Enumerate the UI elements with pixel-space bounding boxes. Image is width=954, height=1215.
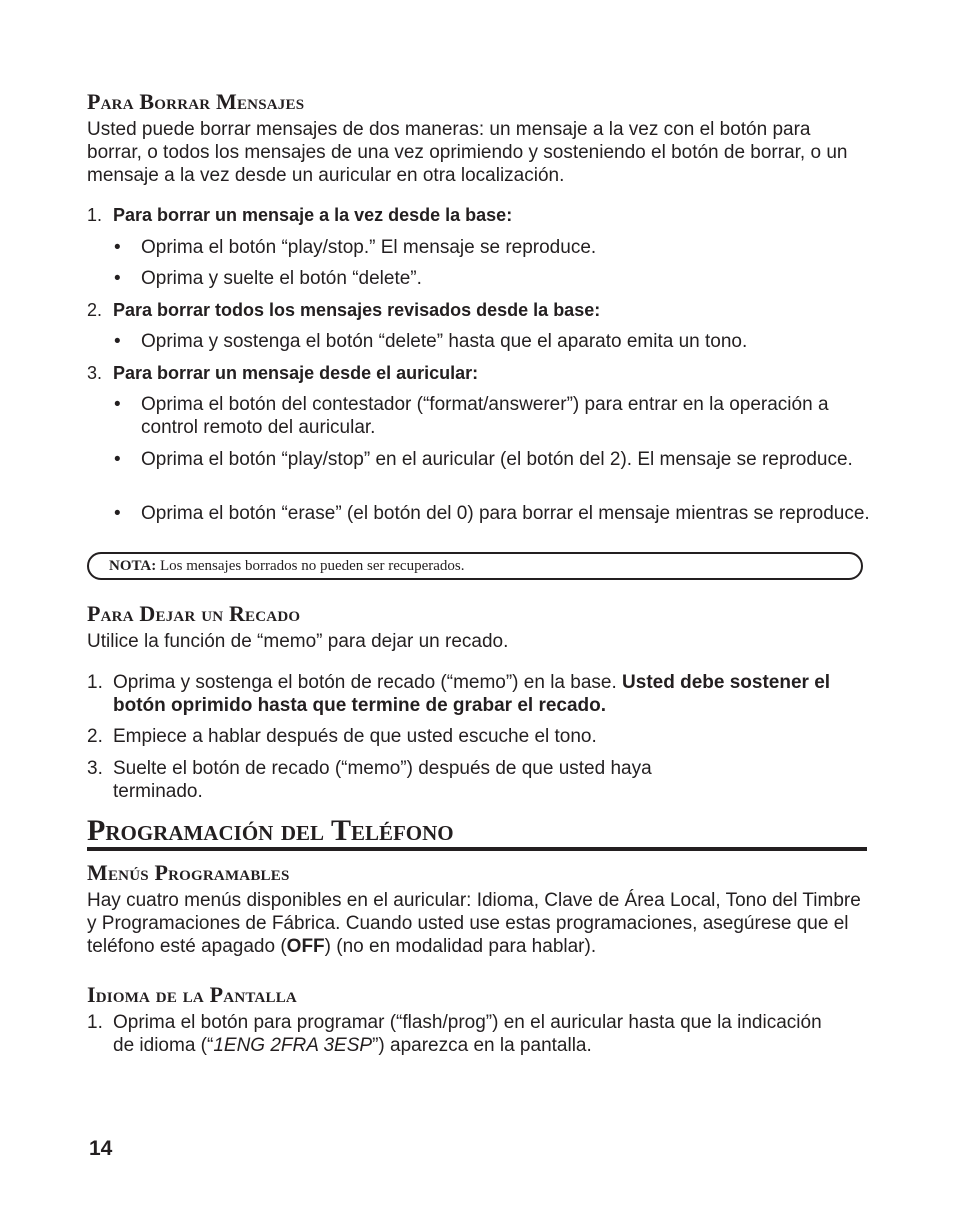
bullet-item xyxy=(87,330,901,353)
list-item xyxy=(87,299,873,322)
bullet-icon: • xyxy=(114,503,121,524)
step-text: Oprima el botón para programar (“flash/prog”) en el auricular hasta que la indicación de idioma (“ xyxy=(113,1012,822,1056)
section-heading: Idioma de la Pantalla xyxy=(87,982,297,1007)
list-number: 1. xyxy=(87,1012,103,1033)
bullet-icon: • xyxy=(114,331,121,352)
bullet-item xyxy=(87,236,901,259)
bullet-text: Oprima el botón “erase” (el botón del 0) para borrar el mensaje mientras se reproduce. xyxy=(141,503,870,524)
off-label: OFF xyxy=(286,936,325,957)
list-number: 1. xyxy=(87,672,103,693)
bullet-item xyxy=(87,393,881,439)
step-text: Empiece a hablar después de que usted escuche el tono. xyxy=(113,726,597,747)
list-item xyxy=(87,671,833,717)
step-bold-text: Usted debe sostener el botón oprimido hasta que termine de grabar el recado. xyxy=(113,672,831,716)
bullet-item xyxy=(87,267,901,290)
chapter-heading: Programación del Teléfono xyxy=(87,814,454,847)
heading-rule xyxy=(87,847,867,851)
list-item xyxy=(87,204,873,227)
bullet-item xyxy=(87,502,911,525)
bullet-text: Oprima el botón del contestador (“format/answerer”) para entrar en la operación a control remoto del auricular. xyxy=(141,394,829,438)
bullet-item xyxy=(87,448,881,471)
step-text: Suelte el botón de recado (“memo”) después de que usted haya terminado. xyxy=(113,758,652,802)
list-item xyxy=(87,757,683,803)
section-heading: Para Dejar un Recado xyxy=(87,601,301,626)
bullet-icon: • xyxy=(114,394,121,415)
step-text: ”) aparezca en la pantalla. xyxy=(372,1035,592,1056)
bullet-icon: • xyxy=(114,449,121,470)
paragraph xyxy=(87,889,869,958)
note-text: Los mensajes borrados no pueden ser recuperados. xyxy=(159,558,465,574)
bullet-text: Oprima y suelte el botón “delete”. xyxy=(141,268,422,289)
section-heading: Para Borrar Mensajes xyxy=(87,89,305,114)
bullet-text: Oprima el botón “play/stop” en el auricular (el botón del 2). El mensaje se reproduce. xyxy=(141,449,853,470)
bullet-text: Oprima y sostenga el botón “delete” hasta que el aparato emita un tono. xyxy=(141,331,748,352)
list-number: 2. xyxy=(87,300,103,320)
note-box xyxy=(87,552,863,580)
display-indication: 1ENG 2FRA 3ESP xyxy=(213,1035,373,1056)
list-item xyxy=(87,725,833,748)
step-title: Para borrar un mensaje desde el auricular: xyxy=(113,363,479,383)
list-item xyxy=(87,1011,843,1057)
page-number: 14 xyxy=(89,1137,113,1160)
list-number: 1. xyxy=(87,205,103,225)
paragraph: Usted puede borrar mensajes de dos maneras: un mensaje a la vez con el botón para borrar, o todos los mensajes de una vez oprimiendo y sosteniendo el botón de borrar, o un mensaje a la vez desde un auricular en otra localización. xyxy=(87,119,848,186)
step-title: Para borrar todos los mensajes revisados desde la base: xyxy=(113,300,601,320)
paragraph: Utilice la función de “memo” para dejar un recado. xyxy=(87,631,509,652)
section-borrar xyxy=(87,89,304,115)
chapter-heading-block xyxy=(87,815,867,851)
bullet-icon: • xyxy=(114,268,121,289)
list-number: 3. xyxy=(87,363,103,383)
list-item xyxy=(87,362,873,385)
paragraph-text: Hay cuatro menús disponibles en el auricular: Idioma, Clave de Área Local, Tono del Timbre y Programaciones de Fábrica. Cuando usted use estas programaciones, asegúrese que el teléfono esté apagado ( xyxy=(87,890,861,957)
paragraph-text: ) (no en modalidad para hablar). xyxy=(324,936,597,957)
list-number: 2. xyxy=(87,726,103,747)
section-heading: Menús Programables xyxy=(87,860,290,885)
list-number: 3. xyxy=(87,758,103,779)
bullet-text: Oprima el botón “play/stop.” El mensaje se reproduce. xyxy=(141,237,597,258)
step-title: Para borrar un mensaje a la vez desde la base: xyxy=(113,205,513,225)
bullet-icon: • xyxy=(114,237,121,258)
step-text: Oprima y sostenga el botón de recado (“memo”) en la base. xyxy=(113,672,617,693)
note-label: NOTA: xyxy=(109,558,157,574)
